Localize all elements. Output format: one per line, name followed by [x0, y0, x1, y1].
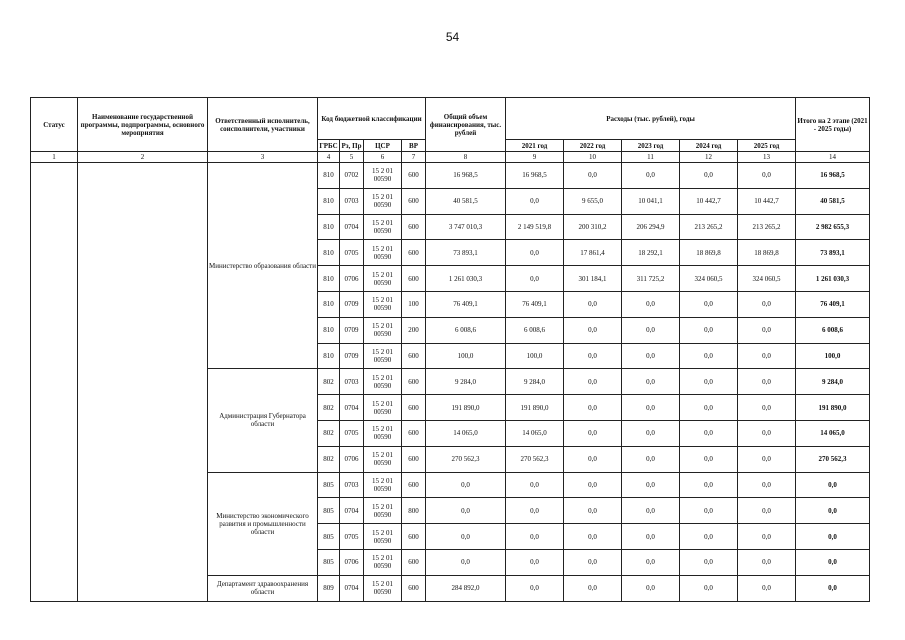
year-2022-cell: 301 184,1: [564, 266, 622, 292]
year-2021-cell: 14 065,0: [506, 420, 564, 446]
rz-pr-cell: 0704: [340, 395, 364, 421]
header-budget-code: Код бюджетной классификации: [318, 98, 426, 140]
table-body: [31, 163, 870, 602]
total-funding-cell: 191 890,0: [426, 395, 506, 421]
header-expenses: Расходы (тыс. рублей), годы: [506, 98, 796, 140]
stage-total-cell: 270 562,3: [796, 446, 870, 472]
year-2025-cell: 0,0: [738, 343, 796, 369]
year-2021-cell: 0,0: [506, 266, 564, 292]
column-number-row: [31, 152, 870, 163]
year-2024-cell: 213 265,2: [680, 214, 738, 240]
program-name-cell: [78, 163, 208, 602]
vr-cell: 800: [402, 498, 426, 524]
year-2022-cell: 0,0: [564, 163, 622, 189]
csr-cell: 15 2 01 00590: [364, 369, 402, 395]
year-2022-cell: 200 310,2: [564, 214, 622, 240]
vr-cell: 600: [402, 549, 426, 575]
year-2021-cell: 191 890,0: [506, 395, 564, 421]
year-2022-cell: 17 861,4: [564, 240, 622, 266]
year-2022-cell: 0,0: [564, 317, 622, 343]
csr-cell: 15 2 01 00590: [364, 524, 402, 550]
header-executor: Ответственный исполнитель, соисполнители, участники: [208, 98, 318, 152]
header-year-2021: 2021 год: [506, 140, 564, 152]
year-2022-cell: 9 655,0: [564, 188, 622, 214]
csr-cell: 15 2 01 00590: [364, 266, 402, 292]
header-year-2022: 2022 год: [564, 140, 622, 152]
year-2022-cell: 0,0: [564, 472, 622, 498]
total-funding-cell: 284 892,0: [426, 575, 506, 601]
stage-total-cell: 100,0: [796, 343, 870, 369]
vr-cell: 600: [402, 266, 426, 292]
year-2023-cell: 0,0: [622, 524, 680, 550]
year-2024-cell: 0,0: [680, 420, 738, 446]
vr-cell: 600: [402, 395, 426, 421]
header-year-2023: 2023 год: [622, 140, 680, 152]
year-2023-cell: 311 725,2: [622, 266, 680, 292]
total-funding-cell: 3 747 010,3: [426, 214, 506, 240]
year-2024-cell: 0,0: [680, 343, 738, 369]
stage-total-cell: 76 409,1: [796, 291, 870, 317]
stage-total-cell: 1 261 030,3: [796, 266, 870, 292]
year-2024-cell: 0,0: [680, 524, 738, 550]
year-2023-cell: 0,0: [622, 446, 680, 472]
stage-total-cell: 16 968,5: [796, 163, 870, 189]
year-2023-cell: 206 294,9: [622, 214, 680, 240]
stage-total-cell: 191 890,0: [796, 395, 870, 421]
header-stage-total: Итого на 2 этапе (2021 - 2025 годы): [796, 98, 870, 152]
rz-pr-cell: 0709: [340, 343, 364, 369]
vr-cell: 600: [402, 163, 426, 189]
year-2021-cell: 2 149 519,8: [506, 214, 564, 240]
year-2024-cell: 0,0: [680, 395, 738, 421]
total-funding-cell: 9 284,0: [426, 369, 506, 395]
rz-pr-cell: 0703: [340, 188, 364, 214]
vr-cell: 200: [402, 317, 426, 343]
grbs-cell: 810: [318, 291, 340, 317]
year-2025-cell: 0,0: [738, 549, 796, 575]
vr-cell: 600: [402, 524, 426, 550]
year-2022-cell: 0,0: [564, 446, 622, 472]
year-2023-cell: 0,0: [622, 291, 680, 317]
rz-pr-cell: 0704: [340, 214, 364, 240]
year-2023-cell: 0,0: [622, 420, 680, 446]
year-2022-cell: 0,0: [564, 498, 622, 524]
table-row: [31, 163, 870, 189]
year-2023-cell: 0,0: [622, 498, 680, 524]
column-number: 5: [340, 152, 364, 163]
stage-total-cell: 0,0: [796, 524, 870, 550]
year-2025-cell: 18 869,8: [738, 240, 796, 266]
stage-total-cell: 2 982 655,3: [796, 214, 870, 240]
grbs-cell: 805: [318, 472, 340, 498]
year-2024-cell: 0,0: [680, 446, 738, 472]
column-number: 4: [318, 152, 340, 163]
year-2023-cell: 10 041,1: [622, 188, 680, 214]
csr-cell: 15 2 01 00590: [364, 420, 402, 446]
vr-cell: 600: [402, 343, 426, 369]
total-funding-cell: 73 893,1: [426, 240, 506, 266]
total-funding-cell: 270 562,3: [426, 446, 506, 472]
column-number: 14: [796, 152, 870, 163]
column-number: 10: [564, 152, 622, 163]
year-2021-cell: 0,0: [506, 472, 564, 498]
rz-pr-cell: 0703: [340, 472, 364, 498]
year-2025-cell: 0,0: [738, 575, 796, 601]
year-2023-cell: 18 292,1: [622, 240, 680, 266]
column-number: 1: [31, 152, 78, 163]
year-2025-cell: 0,0: [738, 524, 796, 550]
year-2023-cell: 0,0: [622, 163, 680, 189]
year-2025-cell: 10 442,7: [738, 188, 796, 214]
rz-pr-cell: 0705: [340, 240, 364, 266]
stage-total-cell: 0,0: [796, 575, 870, 601]
grbs-cell: 810: [318, 214, 340, 240]
csr-cell: 15 2 01 00590: [364, 498, 402, 524]
header-year-2025: 2025 год: [738, 140, 796, 152]
grbs-cell: 810: [318, 343, 340, 369]
rz-pr-cell: 0704: [340, 498, 364, 524]
year-2023-cell: 0,0: [622, 472, 680, 498]
stage-total-cell: 14 065,0: [796, 420, 870, 446]
budget-table: [30, 97, 870, 602]
year-2025-cell: 0,0: [738, 395, 796, 421]
stage-total-cell: 0,0: [796, 472, 870, 498]
stage-total-cell: 0,0: [796, 549, 870, 575]
header-total-funding: Общий объем финансирования, тыс. рублей: [426, 98, 506, 152]
year-2022-cell: 0,0: [564, 343, 622, 369]
grbs-cell: 805: [318, 498, 340, 524]
year-2024-cell: 0,0: [680, 369, 738, 395]
year-2024-cell: 0,0: [680, 575, 738, 601]
grbs-cell: 802: [318, 446, 340, 472]
rz-pr-cell: 0702: [340, 163, 364, 189]
year-2022-cell: 0,0: [564, 395, 622, 421]
stage-total-cell: 9 284,0: [796, 369, 870, 395]
rz-pr-cell: 0703: [340, 369, 364, 395]
header-program-name: Наименование государственной программы, подпрограммы, основного мероприятия: [78, 98, 208, 152]
total-funding-cell: 0,0: [426, 549, 506, 575]
header-status: Статус: [31, 98, 78, 152]
year-2024-cell: 0,0: [680, 163, 738, 189]
executor-cell: Министерство образования области: [208, 163, 318, 369]
total-funding-cell: 40 581,5: [426, 188, 506, 214]
column-number: 8: [426, 152, 506, 163]
csr-cell: 15 2 01 00590: [364, 343, 402, 369]
year-2024-cell: 18 869,8: [680, 240, 738, 266]
stage-total-cell: 0,0: [796, 498, 870, 524]
year-2024-cell: 0,0: [680, 498, 738, 524]
year-2024-cell: 0,0: [680, 291, 738, 317]
vr-cell: 600: [402, 369, 426, 395]
year-2023-cell: 0,0: [622, 575, 680, 601]
year-2021-cell: 16 968,5: [506, 163, 564, 189]
grbs-cell: 810: [318, 240, 340, 266]
grbs-cell: 802: [318, 420, 340, 446]
rz-pr-cell: 0706: [340, 266, 364, 292]
csr-cell: 15 2 01 00590: [364, 291, 402, 317]
total-funding-cell: 0,0: [426, 472, 506, 498]
executor-cell: Министерство экономического развития и промышленности области: [208, 472, 318, 575]
vr-cell: 600: [402, 240, 426, 266]
grbs-cell: 802: [318, 369, 340, 395]
year-2022-cell: 0,0: [564, 369, 622, 395]
column-number: 9: [506, 152, 564, 163]
grbs-cell: 810: [318, 317, 340, 343]
table-header: [31, 98, 870, 163]
rz-pr-cell: 0706: [340, 446, 364, 472]
csr-cell: 15 2 01 00590: [364, 395, 402, 421]
grbs-cell: 805: [318, 549, 340, 575]
csr-cell: 15 2 01 00590: [364, 575, 402, 601]
rz-pr-cell: 0709: [340, 291, 364, 317]
vr-cell: 600: [402, 214, 426, 240]
header-year-2024: 2024 год: [680, 140, 738, 152]
column-number: 7: [402, 152, 426, 163]
grbs-cell: 809: [318, 575, 340, 601]
year-2024-cell: 0,0: [680, 549, 738, 575]
column-number: 3: [208, 152, 318, 163]
year-2021-cell: 100,0: [506, 343, 564, 369]
executor-cell: Департамент здравоохранения области: [208, 575, 318, 601]
csr-cell: 15 2 01 00590: [364, 472, 402, 498]
total-funding-cell: 100,0: [426, 343, 506, 369]
year-2023-cell: 0,0: [622, 395, 680, 421]
header-csr: ЦСР: [364, 140, 402, 152]
header-grbs: ГРБС: [319, 141, 338, 150]
page-number: 54: [445, 30, 460, 44]
year-2021-cell: 76 409,1: [506, 291, 564, 317]
year-2021-cell: 0,0: [506, 498, 564, 524]
total-funding-cell: 14 065,0: [426, 420, 506, 446]
year-2024-cell: 324 060,5: [680, 266, 738, 292]
grbs-cell: 810: [318, 188, 340, 214]
total-funding-cell: 16 968,5: [426, 163, 506, 189]
year-2025-cell: 0,0: [738, 369, 796, 395]
year-2023-cell: 0,0: [622, 343, 680, 369]
year-2021-cell: 270 562,3: [506, 446, 564, 472]
vr-cell: 100: [402, 291, 426, 317]
total-funding-cell: 0,0: [426, 498, 506, 524]
vr-cell: 600: [402, 188, 426, 214]
csr-cell: 15 2 01 00590: [364, 549, 402, 575]
year-2023-cell: 0,0: [622, 317, 680, 343]
year-2021-cell: 0,0: [506, 524, 564, 550]
rz-pr-cell: 0705: [340, 524, 364, 550]
rz-pr-cell: 0705: [340, 420, 364, 446]
header-vr: ВР: [402, 140, 426, 152]
year-2021-cell: 0,0: [506, 240, 564, 266]
column-number: 12: [680, 152, 738, 163]
year-2022-cell: 0,0: [564, 549, 622, 575]
executor-cell: Администрация Губернатора области: [208, 369, 318, 472]
csr-cell: 15 2 01 00590: [364, 163, 402, 189]
rz-pr-cell: 0704: [340, 575, 364, 601]
rz-pr-cell: 0709: [340, 317, 364, 343]
year-2023-cell: 0,0: [622, 549, 680, 575]
year-2024-cell: 0,0: [680, 472, 738, 498]
stage-total-cell: 40 581,5: [796, 188, 870, 214]
csr-cell: 15 2 01 00590: [364, 188, 402, 214]
csr-cell: 15 2 01 00590: [364, 214, 402, 240]
year-2022-cell: 0,0: [564, 575, 622, 601]
year-2025-cell: 0,0: [738, 472, 796, 498]
total-funding-cell: 0,0: [426, 524, 506, 550]
year-2021-cell: 6 008,6: [506, 317, 564, 343]
total-funding-cell: 76 409,1: [426, 291, 506, 317]
column-number: 13: [738, 152, 796, 163]
vr-cell: 600: [402, 575, 426, 601]
vr-cell: 600: [402, 420, 426, 446]
total-funding-cell: 6 008,6: [426, 317, 506, 343]
grbs-cell: 810: [318, 163, 340, 189]
grbs-cell: 802: [318, 395, 340, 421]
column-number: 11: [622, 152, 680, 163]
year-2025-cell: 0,0: [738, 163, 796, 189]
total-funding-cell: 1 261 030,3: [426, 266, 506, 292]
year-2025-cell: 213 265,2: [738, 214, 796, 240]
year-2022-cell: 0,0: [564, 420, 622, 446]
year-2024-cell: 0,0: [680, 317, 738, 343]
year-2022-cell: 0,0: [564, 524, 622, 550]
year-2022-cell: 0,0: [564, 291, 622, 317]
year-2025-cell: 0,0: [738, 291, 796, 317]
status-cell: [31, 163, 78, 602]
year-2025-cell: 0,0: [738, 420, 796, 446]
stage-total-cell: 73 893,1: [796, 240, 870, 266]
vr-cell: 600: [402, 472, 426, 498]
csr-cell: 15 2 01 00590: [364, 446, 402, 472]
year-2023-cell: 0,0: [622, 369, 680, 395]
vr-cell: 600: [402, 446, 426, 472]
stage-total-cell: 6 008,6: [796, 317, 870, 343]
year-2024-cell: 10 442,7: [680, 188, 738, 214]
csr-cell: 15 2 01 00590: [364, 240, 402, 266]
year-2025-cell: 0,0: [738, 317, 796, 343]
column-number: 2: [78, 152, 208, 163]
year-2021-cell: 0,0: [506, 575, 564, 601]
year-2021-cell: 0,0: [506, 188, 564, 214]
year-2025-cell: 0,0: [738, 498, 796, 524]
year-2021-cell: 0,0: [506, 549, 564, 575]
rz-pr-cell: 0706: [340, 549, 364, 575]
csr-cell: 15 2 01 00590: [364, 317, 402, 343]
column-number: 6: [364, 152, 402, 163]
year-2021-cell: 9 284,0: [506, 369, 564, 395]
grbs-cell: 810: [318, 266, 340, 292]
grbs-cell: 805: [318, 524, 340, 550]
year-2025-cell: 324 060,5: [738, 266, 796, 292]
header-rz-pr: Рз, Пр: [340, 140, 364, 152]
year-2025-cell: 0,0: [738, 446, 796, 472]
